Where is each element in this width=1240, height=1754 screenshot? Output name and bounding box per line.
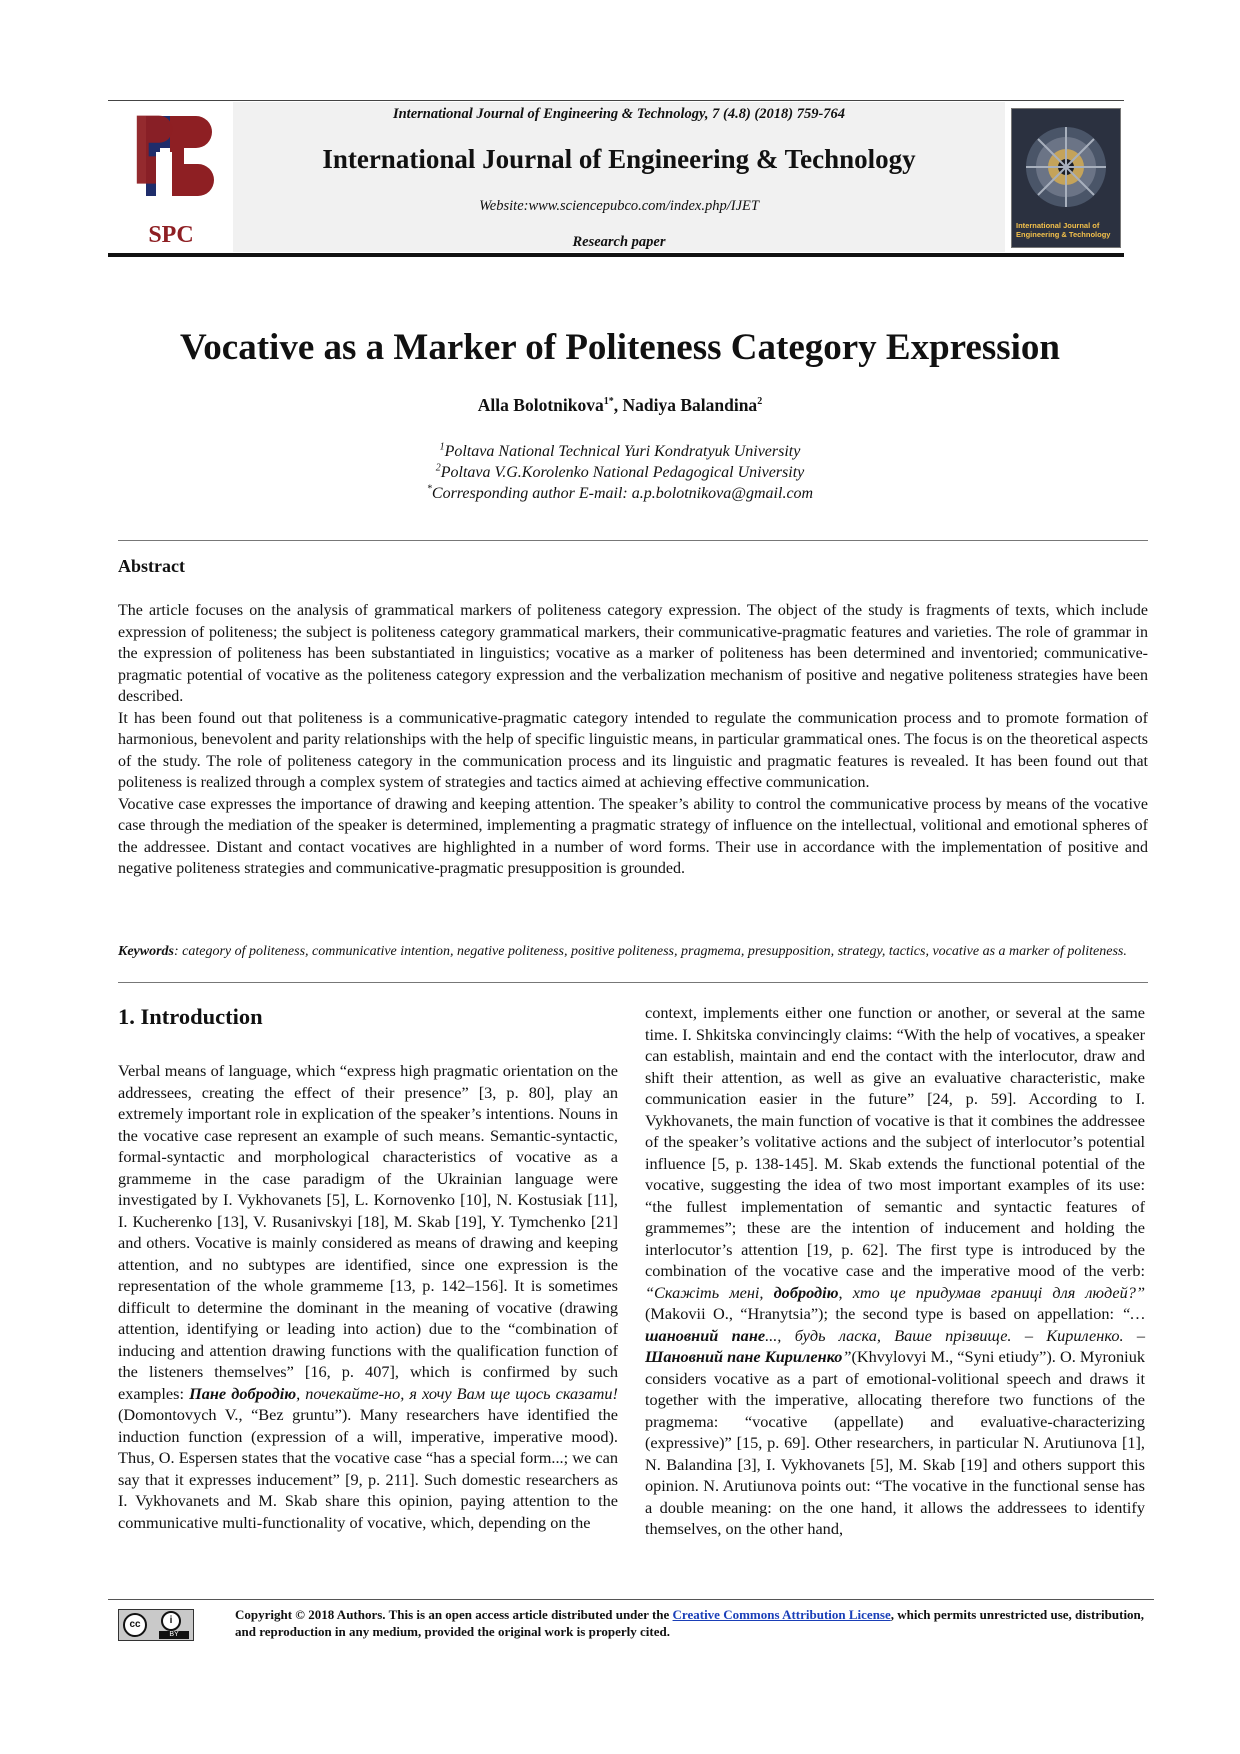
cc-icon: cc [123, 1613, 147, 1637]
header-band [233, 102, 1005, 252]
body-text: Verbal means of language, which “express high pragmatic orientation on the addressees, creating the effect of their presence” [3, p. 80], play an extremely important role in explication of the speaker’s intentions. Nouns in the vocative case represent an example of such means. Semantic-syntactic, formal-syntactic and morphological characteristics of vocative as a grammeme in the case paradigm of the Ukrainian language were investigated by I. Vykhovanets [5], L. Kornovenko [10], N. Kostusiak [11], I. Kucherenko [13], V. Rusanivskyi [18], M. Skab [19], Y. Tymchenko [21] and others. Vocative is mainly considered as means of drawing and keeping attention, and no subtypes are identified, since one expression is the representation of the whole grammeme [13, p. 142–156]. It is sometimes difficult to determine the dominant in the meaning of vocative (drawing attention, identifying or leading into action) due to the “combination of inducing and attention drawing functions with the qualification function of the listeners themselves” [16, p. 407], which is confirmed by such examples: [118, 1061, 618, 1403]
affiliations [0, 441, 1240, 504]
example-quote [189, 1384, 618, 1403]
affiliation-line [0, 462, 1240, 483]
body-text: (Domontovych V., “Bez gruntu”). Many researchers have identified the induction function (expression of a will, imperative, imperative mood). Thus, O. Espersen states that the vocative case “has a special form...; we can say that it expresses inducement” [9, p. 211]. Such domestic researchers as I. Vykhovanets and M. Skab share this opinion, paying attention to the communicative multi-functionality of vocative, which, depending on the [118, 1405, 618, 1532]
keywords [118, 943, 1148, 961]
abstract-paragraph: Vocative case expresses the importance of drawing and keeping attention. The speaker’s ability to control the communicative process by means of the vocative case through the mediation of the speaker is determined, implementing a pragmatic strategy of influence on the intellectual, volitional and emotional spheres of the addressee. Distant and contact vocatives are highlighted in a number of word forms. Their use in accordance with the implementation of positive and negative politeness strategies and communicative-pragmatic presupposition is grounded. [118, 795, 1148, 877]
body-paragraph [645, 1002, 1145, 1540]
logo-text: SPC [148, 222, 194, 248]
affiliation-sup: 2 [435, 462, 441, 474]
license-link[interactable]: Creative Commons Attribution License [672, 1607, 891, 1622]
keywords-bottom-rule [118, 982, 1148, 983]
quote-emphasis: добродію [773, 1282, 839, 1302]
quote-emphasis: Шановний пане Кириленко [645, 1347, 843, 1366]
cc-license-badge[interactable] [118, 1609, 194, 1641]
author-separator: , [613, 395, 623, 415]
affiliation-text: Poltava V.G.Korolenko National Pedagogical University [440, 464, 805, 481]
journal-title: International Journal of Engineering & Technology [322, 144, 916, 174]
abstract-paragraph: The article focuses on the analysis of grammatical markers of politeness category expression. The object of the study is fragments of texts, which include expression of politeness; the subject is politeness category grammatical markers, their communicative-pragmatic features and varieties. The role of grammar in the expression of politeness has been substantiated in linguistics; vocative as a marker of politeness has been determined and inventoried; communicative-pragmatic potential of vocative as the politeness category expression and the verbalization mechanism of positive and negative politeness strategies have been described. [118, 602, 1148, 705]
quote-text: ..., будь ласка, Ваше прізвище. – Кириленко. – [765, 1325, 1145, 1345]
publisher-logo [116, 108, 226, 248]
affiliation-text: Poltava National Technical Yuri Kondratyuk University [444, 443, 801, 460]
copyright-text: , which permits unrestricted use, distribution, and reproduction in any medium, provided the original work is properly cited. [235, 1607, 1145, 1639]
section-heading-introduction: 1. Introduction [118, 1004, 263, 1029]
keywords-label: Keywords [118, 944, 174, 959]
affiliation-line [0, 483, 1240, 504]
quote-text: , почекайте-но, я хочу Вам ще щось сказати! [296, 1383, 618, 1403]
keywords-list: : category of politeness, communicative intention, negative politeness, positive politeness, pragmema, presupposition, strategy, tactics, vocative as a marker of politeness. [174, 944, 1127, 959]
abstract-body [118, 600, 1148, 880]
affiliation-line [0, 441, 1240, 462]
body-column-right [645, 1002, 1145, 1540]
body-column-left [118, 1060, 618, 1533]
quote-text: ” [842, 1347, 852, 1366]
example-quote [645, 1283, 1145, 1302]
copyright-notice [235, 1606, 1147, 1640]
journal-citation: International Journal of Engineering & Technology, 7 (4.8) (2018) 759-764 [392, 106, 846, 122]
footer-rule [108, 1599, 1154, 1600]
affiliation-sup: 1 [439, 441, 445, 453]
abstract-heading: Abstract [118, 556, 185, 576]
abstract-paragraph: It has been found out that politeness is a communicative-pragmatic category intended to regulate the communication process and to promote formation of harmonious, benevolent and parity relationships with the help of specific linguistic means, in particular grammatical ones. The focus is on the theoretical aspects of the study. The role of politeness category in the communication process and its linguistic and pragmatic features is revealed. It has been found out that politeness is realized through a complex system of strategies and tactics aimed at achieving effective communication. [118, 709, 1148, 791]
quote-text: , хто це придумав границі для людей?” [838, 1282, 1145, 1302]
body-text: (Khvylovyi M., “Syni etiudy”). O. Myroniuk considers vocative as a part of emotional-volitional speech and draws it together with the imperative, allocating therefore two functions of the pragmema: “vocative (appellate) and evaluative-characterizing (expressive)” [15, p. 69]. Other researchers, in particular N. Arutiunova [1], N. Balandina [3], I. Vykhovanets [5], M. Skab [19] and others support this opinion. N. Arutiunova points out: “The vocative in the functional sense has a double meaning: on the one hand, it allows the addressees to identify themselves, on the other hand, [645, 1347, 1145, 1538]
author-sup: 1* [603, 396, 614, 408]
author-name: Nadiya Balandina [622, 395, 758, 415]
author-list [0, 395, 1240, 416]
cover-text: International Journal of Engineering & Technology [1016, 221, 1111, 239]
author-name: Alla Bolotnikova [477, 395, 604, 415]
journal-website[interactable]: Website:www.sciencepubco.com/index.php/IJET [479, 198, 759, 214]
quote-text: “Скажіть мені, [645, 1282, 774, 1302]
body-text: context, implements either one function or another, or several at the same time. I. Shkitska convincingly claims: “With the help of vocatives, a speaker can establish, maintain and end the contact with the interlocutor, draw and shift their attention, as well as give an evaluative characteristic, make communication easier in the future” [24, p. 59]. According to I. Vykhovanets, the main function of vocative is that it combines the addressee of the speaker’s volitative actions and the subject of interlocutor’s potential influence [5, p. 138-145]. M. Skab extends the functional potential of the vocative, suggesting the idea of two most important examples of its use: “the fullest implementation of semantic and syntactic features of grammemes”; these are the intention of inducement and holding the interlocutor’s attention [19, p. 62]. The first type is introduced by the combination of the vocative case and the imperative mood of the verb: [645, 1003, 1145, 1280]
quote-emphasis: шановний пане [645, 1325, 766, 1345]
quote-text: “… [1121, 1304, 1145, 1323]
journal-cover-image [1011, 108, 1121, 248]
header-top-rule [108, 100, 1124, 101]
paper-title: Vocative as a Marker of Politeness Category Expression [179, 327, 1060, 368]
quote-emphasis: Пане добродію [189, 1383, 297, 1403]
copyright-text: Copyright © 2018 Authors. This is an open access article distributed under the [235, 1607, 673, 1622]
paper-type: Research paper [572, 234, 666, 250]
header-bottom-rule [108, 253, 1124, 257]
body-paragraph [118, 1060, 618, 1533]
by-label: BY [159, 1631, 189, 1639]
author-sup: 2 [757, 396, 763, 408]
abstract-top-rule [118, 540, 1148, 541]
affiliation-sup: * [426, 483, 432, 495]
journal-header [108, 100, 1124, 258]
corresponding-email[interactable]: Corresponding author E-mail: a.p.bolotnikova@gmail.com [431, 485, 814, 502]
body-text: (Makovii O., “Hranytsia”); the second type is based on appellation: [645, 1304, 1122, 1323]
attribution-person-icon: i [161, 1611, 181, 1631]
